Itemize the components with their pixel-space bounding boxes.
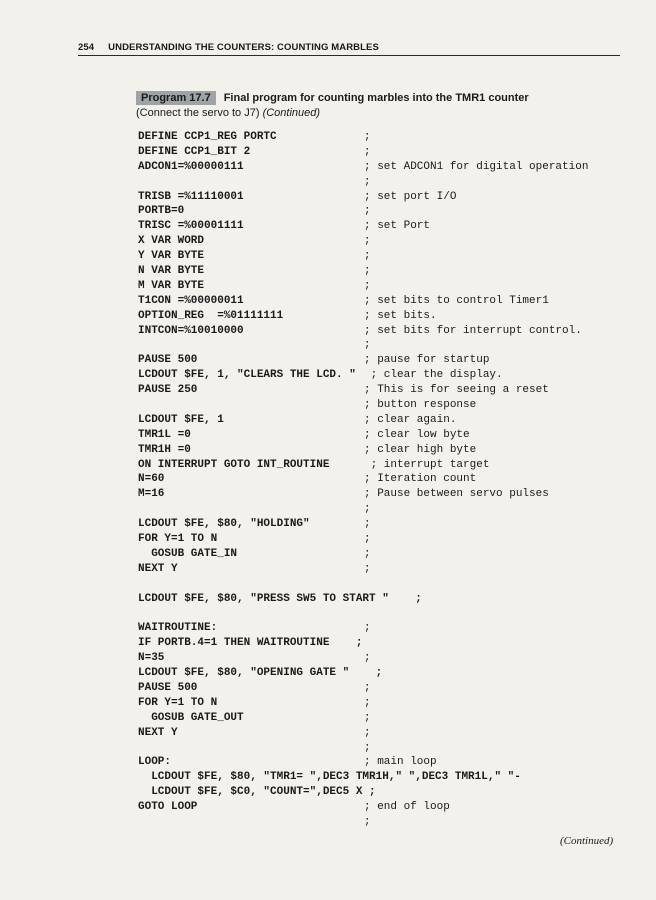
code-comment: ; bbox=[364, 265, 371, 278]
code-comment: ; bbox=[364, 175, 371, 188]
code-line bbox=[138, 502, 628, 517]
page-number: 254 bbox=[78, 42, 95, 53]
code-comment: ; set ADCON1 for digital operation bbox=[364, 160, 589, 173]
code-comment: ; bbox=[364, 518, 371, 531]
code-statement: TMR1H =0 bbox=[138, 443, 191, 456]
code-line bbox=[138, 264, 628, 279]
code-statement: FOR Y=1 TO N bbox=[138, 696, 218, 709]
code-statement: TMR1L =0 bbox=[138, 428, 191, 441]
code-line bbox=[138, 487, 628, 502]
code-comment: ; bbox=[364, 652, 371, 665]
code-line bbox=[138, 711, 628, 726]
code-line bbox=[138, 294, 628, 309]
code-statement: PAUSE 500 bbox=[138, 681, 198, 694]
code-comment: ; button response bbox=[364, 399, 477, 412]
code-line bbox=[138, 190, 628, 205]
code-line bbox=[138, 368, 628, 383]
code-comment: ; bbox=[364, 711, 371, 724]
code-statement: LCDOUT $FE, 1, "CLEARS THE LCD. " bbox=[138, 369, 356, 382]
code-comment: ; clear low byte bbox=[364, 428, 470, 441]
code-line bbox=[138, 562, 628, 577]
code-statement: M=16 bbox=[138, 488, 165, 501]
code-comment: ; bbox=[364, 562, 371, 575]
code-statement: ON INTERRUPT GOTO INT_ROUTINE bbox=[138, 458, 330, 471]
code-comment: ; pause for startup bbox=[364, 354, 490, 367]
code-statement: N VAR BYTE bbox=[138, 265, 205, 278]
code-comment: ; clear the display. bbox=[364, 369, 503, 382]
code-statement: PAUSE 500 bbox=[138, 354, 198, 367]
code-comment: ; bbox=[364, 622, 371, 635]
code-line bbox=[138, 130, 628, 145]
code-statement: DEFINE CCP1_REG PORTC bbox=[138, 131, 277, 143]
code-line bbox=[138, 770, 628, 785]
code-line bbox=[138, 636, 628, 651]
running-title: UNDERSTANDING THE COUNTERS: COUNTING MARBLES bbox=[108, 42, 379, 53]
code-statement: GOTO LOOP bbox=[138, 801, 198, 814]
continued-note: (Continued) bbox=[560, 835, 614, 847]
code-line bbox=[138, 219, 628, 234]
code-comment: ; Pause between servo pulses bbox=[364, 488, 549, 501]
running-header bbox=[78, 42, 620, 56]
code-comment: ; bbox=[364, 145, 371, 158]
code-statement: GOSUB GATE_IN bbox=[138, 547, 238, 560]
code-statement: Y VAR BYTE bbox=[138, 250, 205, 263]
code-statement: GOSUB GATE_OUT bbox=[138, 711, 244, 724]
code-line bbox=[138, 621, 628, 636]
code-statement: NEXT Y bbox=[138, 562, 178, 575]
code-statement: LCDOUT $FE, $80, "PRESS SW5 TO START " ; bbox=[138, 592, 422, 605]
code-statement: LCDOUT $FE, $80, "OPENING GATE " ; bbox=[138, 667, 383, 680]
code-statement: LCDOUT $FE, $80, "TMR1= ",DEC3 TMR1H," ",DEC3 TMR1L," "- bbox=[138, 771, 521, 784]
code-statement: WAITROUTINE: bbox=[138, 622, 218, 635]
code-line bbox=[138, 681, 628, 696]
code-statement: N=35 bbox=[138, 652, 165, 665]
code-line bbox=[138, 592, 628, 607]
code-line bbox=[138, 815, 628, 830]
code-line bbox=[138, 800, 628, 815]
code-comment: ; bbox=[364, 205, 371, 218]
code-comment: ; bbox=[364, 547, 371, 560]
code-line bbox=[138, 234, 628, 249]
code-line bbox=[138, 755, 628, 770]
code-statement: OPTION_REG =%01111111 bbox=[138, 309, 284, 322]
code-comment: ; clear high byte bbox=[364, 443, 477, 456]
code-statement: TRISC =%00001111 bbox=[138, 220, 244, 233]
code-line bbox=[138, 726, 628, 741]
code-comment: ; bbox=[364, 250, 371, 263]
code-comment: ; bbox=[364, 815, 371, 828]
program-label: Program 17.7 bbox=[136, 91, 216, 105]
code-comment: ; end of loop bbox=[364, 801, 450, 814]
code-statement: T1CON =%00000011 bbox=[138, 294, 244, 307]
code-comment: ; clear again. bbox=[364, 413, 457, 426]
code-line bbox=[138, 413, 628, 428]
code-line bbox=[138, 472, 628, 487]
code-statement: LCDOUT $FE, $C0, "COUNT=",DEC5 X ; bbox=[138, 786, 376, 799]
code-statement: PORTB=0 bbox=[138, 205, 185, 218]
code-statement: M VAR BYTE bbox=[138, 279, 205, 292]
code-line bbox=[138, 458, 628, 473]
code-comment: ; interrupt target bbox=[364, 458, 490, 471]
code-line bbox=[138, 532, 628, 547]
code-comment: ; bbox=[364, 131, 371, 143]
code-comment: ; This is for seeing a reset bbox=[364, 384, 549, 397]
code-line bbox=[138, 666, 628, 681]
code-line bbox=[138, 741, 628, 756]
code-comment: ; Iteration count bbox=[364, 473, 477, 486]
code-statement: LOOP: bbox=[138, 756, 172, 769]
code-line bbox=[138, 249, 628, 264]
code-listing bbox=[138, 130, 628, 830]
code-comment: ; bbox=[364, 279, 371, 292]
code-line bbox=[138, 517, 628, 532]
code-statement: IF PORTB.4=1 THEN WAITROUTINE ; bbox=[138, 637, 363, 650]
program-title: Final program for counting marbles into the TMR1 counter bbox=[223, 92, 529, 104]
code-line bbox=[138, 279, 628, 294]
code-line bbox=[138, 353, 628, 368]
code-line bbox=[138, 338, 628, 353]
code-line bbox=[138, 204, 628, 219]
code-statement: LCDOUT $FE, $80, "HOLDING" bbox=[138, 518, 310, 531]
code-line bbox=[138, 696, 628, 711]
program-caption bbox=[136, 91, 529, 121]
code-comment: ; bbox=[364, 339, 371, 352]
code-comment: ; bbox=[364, 235, 371, 248]
code-comment: ; set port I/O bbox=[364, 190, 457, 203]
code-line bbox=[138, 145, 628, 160]
code-comment: ; set Port bbox=[364, 220, 431, 233]
code-line bbox=[138, 547, 628, 562]
code-line bbox=[138, 577, 628, 592]
code-statement: NEXT Y bbox=[138, 726, 178, 739]
code-statement: PAUSE 250 bbox=[138, 384, 198, 397]
code-comment: ; set bits for interrupt control. bbox=[364, 324, 582, 337]
code-comment: ; bbox=[364, 741, 371, 754]
code-statement: DEFINE CCP1_BIT 2 bbox=[138, 145, 251, 158]
program-subtitle bbox=[136, 106, 529, 121]
code-comment: ; bbox=[364, 533, 371, 546]
code-line bbox=[138, 651, 628, 666]
code-statement: LCDOUT $FE, 1 bbox=[138, 413, 224, 426]
code-statement: INTCON=%10010000 bbox=[138, 324, 244, 337]
code-line bbox=[138, 607, 628, 622]
code-comment: ; bbox=[364, 726, 371, 739]
code-statement: N=60 bbox=[138, 473, 165, 486]
code-comment: ; bbox=[364, 696, 371, 709]
code-line bbox=[138, 785, 628, 800]
code-line bbox=[138, 309, 628, 324]
code-statement: X VAR WORD bbox=[138, 235, 205, 248]
code-statement: TRISB =%11110001 bbox=[138, 190, 244, 203]
code-line bbox=[138, 383, 628, 398]
code-comment: ; bbox=[364, 681, 371, 694]
code-comment: ; set bits. bbox=[364, 309, 437, 322]
code-comment: ; set bits to control Timer1 bbox=[364, 294, 549, 307]
code-line bbox=[138, 398, 628, 413]
code-statement: ADCON1=%00000111 bbox=[138, 160, 244, 173]
code-comment: ; bbox=[364, 503, 371, 516]
program-subtitle-text: (Connect the servo to J7) bbox=[136, 107, 263, 119]
code-comment: ; main loop bbox=[364, 756, 437, 769]
code-line bbox=[138, 324, 628, 339]
code-line bbox=[138, 175, 628, 190]
program-subtitle-continued: (Continued) bbox=[262, 107, 321, 119]
code-line bbox=[138, 443, 628, 458]
code-line bbox=[138, 160, 628, 175]
code-line bbox=[138, 428, 628, 443]
code-statement: FOR Y=1 TO N bbox=[138, 533, 218, 546]
